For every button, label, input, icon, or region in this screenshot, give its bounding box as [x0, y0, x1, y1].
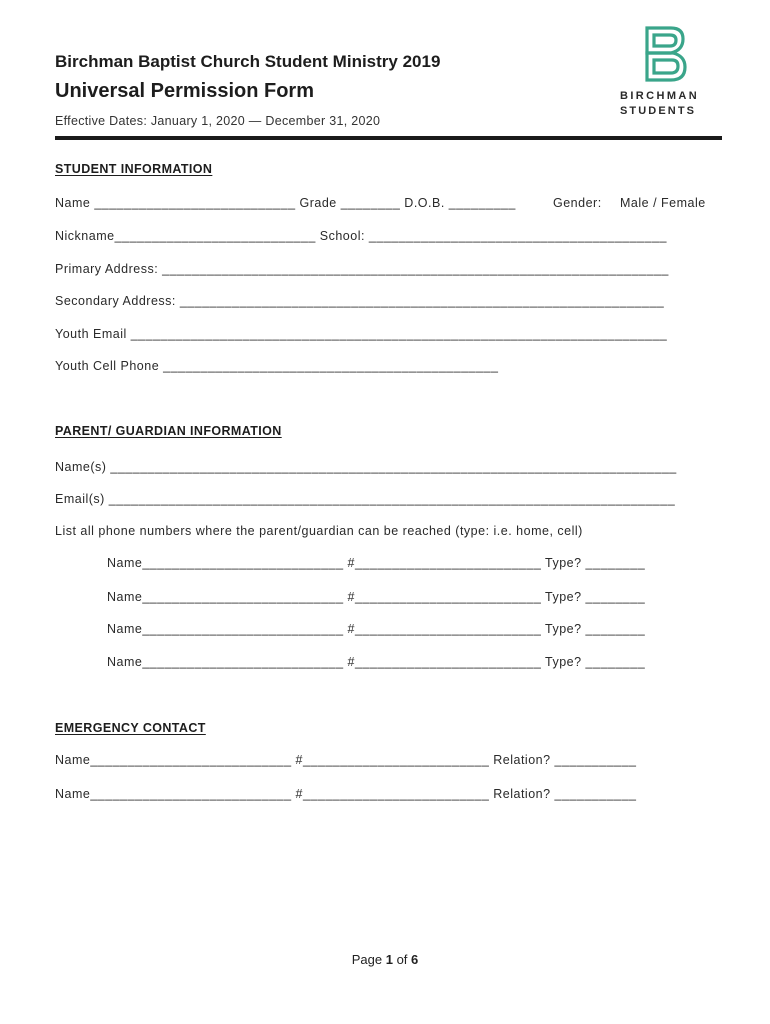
youth-email-field[interactable]: Youth Email ________________________________________________________________________ [55, 327, 668, 341]
emergency-contact-row[interactable]: Name___________________________ #_________________________ Relation? ___________ [55, 787, 637, 801]
gender-label: Gender: [553, 196, 602, 210]
nickname-school-field[interactable]: Nickname___________________________ School: ________________________________________ [55, 229, 667, 243]
phone-numbers-instructions: List all phone numbers where the parent/guardian can be reached (type: i.e. home, cell) [55, 524, 583, 538]
gender-options[interactable]: Male / Female [620, 196, 706, 210]
primary-address-field[interactable]: Primary Address: ____________________________________________________________________ [55, 262, 669, 276]
header-divider [55, 136, 722, 140]
parent-phone-row[interactable]: Name___________________________ #_________________________ Type? ________ [107, 655, 646, 669]
parent-phone-row[interactable]: Name___________________________ #_________________________ Type? ________ [107, 590, 646, 604]
form-title: Universal Permission Form [55, 80, 314, 102]
section-heading-emergency: EMERGENCY CONTACT [55, 721, 206, 735]
parent-phone-row[interactable]: Name___________________________ #_________________________ Type? ________ [107, 622, 646, 636]
parent-names-field[interactable]: Name(s) ____________________________________________________________________________ [55, 460, 677, 474]
student-name-grade-dob-field[interactable]: Name ___________________________ Grade ________ D.O.B. _________ [55, 196, 516, 210]
form-org-title: Birchman Baptist Church Student Ministry 2019 [55, 52, 441, 71]
parent-phone-row[interactable]: Name___________________________ #_________________________ Type? ________ [107, 556, 646, 570]
logo-text-birchman: BIRCHMAN [620, 90, 700, 102]
secondary-address-field[interactable]: Secondary Address: _________________________________________________________________ [55, 294, 665, 308]
page-prefix: Page [351, 952, 386, 967]
logo-text-students: STUDENTS [620, 105, 697, 117]
page-current: 1 [385, 952, 393, 967]
birchman-b-logo-icon [645, 26, 687, 82]
page-of: of [392, 952, 412, 967]
page-number [0, 952, 770, 967]
section-heading-student: STUDENT INFORMATION [55, 162, 213, 176]
section-heading-parent: PARENT/ GUARDIAN INFORMATION [55, 424, 282, 438]
parent-emails-field[interactable]: Email(s) ____________________________________________________________________________ [55, 492, 676, 506]
emergency-contact-row[interactable]: Name___________________________ #_________________________ Relation? ___________ [55, 753, 637, 767]
birchman-students-logo [620, 26, 712, 121]
effective-dates: Effective Dates: January 1, 2020 — December 31, 2020 [55, 114, 381, 128]
youth-cell-phone-field[interactable]: Youth Cell Phone _____________________________________________ [55, 359, 499, 373]
page-total: 6 [411, 952, 419, 967]
